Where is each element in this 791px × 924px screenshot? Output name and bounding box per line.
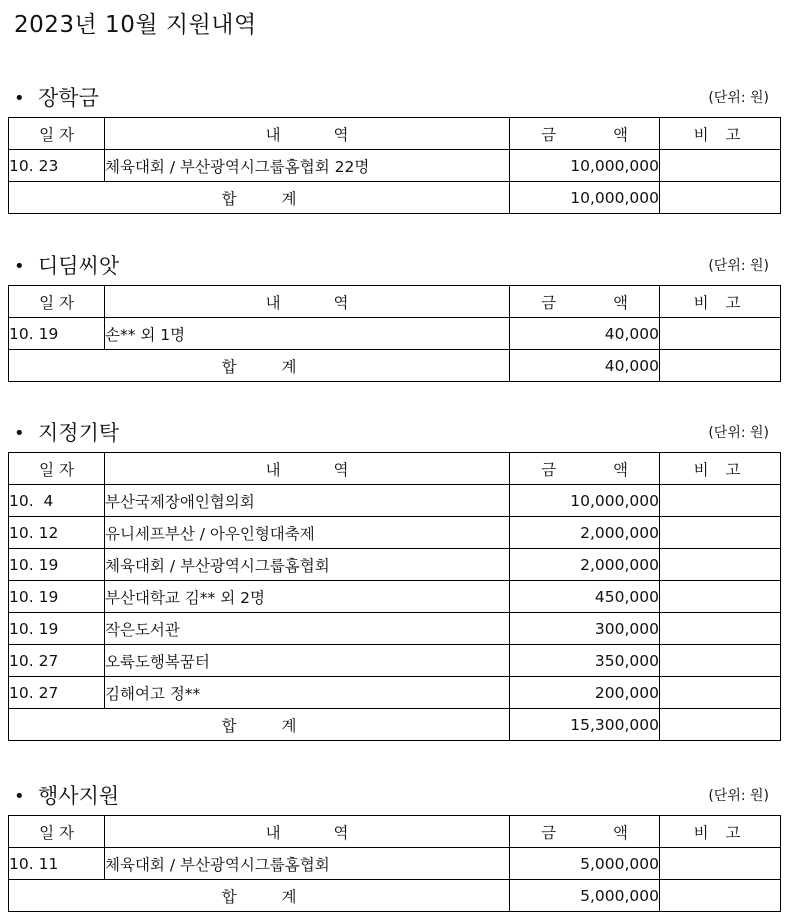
table-header-row [9, 286, 781, 318]
table-header-row [9, 118, 781, 150]
table-row [9, 677, 781, 709]
total-label: 합 계 [9, 182, 510, 214]
row-note [660, 517, 781, 549]
row-desc: 김해여고 정** [105, 677, 510, 709]
table-header-row [9, 816, 781, 848]
row-note [660, 150, 781, 182]
row-note [660, 581, 781, 613]
header-date: 일 자 [9, 286, 105, 318]
row-desc: 부산국제장애인협의회 [105, 485, 510, 517]
row-desc: 작은도서관 [105, 613, 510, 645]
row-amount: 200,000 [510, 677, 660, 709]
total-note [660, 350, 781, 382]
row-date: 10. 27 [9, 645, 105, 677]
total-note [660, 880, 781, 912]
section-event-support [0, 780, 791, 906]
row-date: 10. 19 [9, 318, 105, 350]
row-desc: 부산대학교 김** 외 2명 [105, 581, 510, 613]
row-amount: 2,000,000 [510, 549, 660, 581]
bullet-icon: • [14, 88, 25, 109]
section-title: 행사지원 [38, 784, 120, 808]
row-note [660, 613, 781, 645]
row-date: 10. 19 [9, 581, 105, 613]
support-table [8, 117, 781, 214]
row-desc: 오륙도행복꿈터 [105, 645, 510, 677]
header-amount: 금 액 [510, 286, 660, 318]
row-amount: 10,000,000 [510, 485, 660, 517]
header-desc: 내 역 [105, 286, 510, 318]
total-row [9, 350, 781, 382]
table-row [9, 581, 781, 613]
table-row [9, 613, 781, 645]
header-note: 비 고 [660, 286, 781, 318]
row-desc: 체육대회 / 부산광역시그룹홈협회 [105, 549, 510, 581]
support-table [8, 285, 781, 382]
row-amount: 2,000,000 [510, 517, 660, 549]
unit-label: (단위: 원) [708, 788, 769, 804]
table-row [9, 150, 781, 182]
total-amount: 40,000 [510, 350, 660, 382]
table-row [9, 848, 781, 880]
row-date: 10. 19 [9, 549, 105, 581]
bullet-icon: • [14, 423, 25, 444]
row-note [660, 318, 781, 350]
section-title: 장학금 [38, 86, 99, 110]
header-note: 비 고 [660, 118, 781, 150]
row-amount: 350,000 [510, 645, 660, 677]
row-note [660, 677, 781, 709]
total-label: 합 계 [9, 880, 510, 912]
row-desc: 유니세프부산 / 아우인형대축제 [105, 517, 510, 549]
section-designated-donation [0, 417, 791, 735]
total-amount: 5,000,000 [510, 880, 660, 912]
support-table [8, 815, 781, 912]
unit-label: (단위: 원) [708, 425, 769, 441]
table-row [9, 645, 781, 677]
table-row [9, 485, 781, 517]
section-didim-seed [0, 250, 791, 376]
total-note [660, 182, 781, 214]
total-note [660, 709, 781, 741]
bullet-icon: • [14, 256, 25, 277]
section-title: 지정기탁 [38, 421, 120, 445]
table-header-row [9, 453, 781, 485]
row-amount: 10,000,000 [510, 150, 660, 182]
section-header [0, 780, 791, 814]
header-amount: 금 액 [510, 453, 660, 485]
header-date: 일 자 [9, 118, 105, 150]
total-label: 합 계 [9, 709, 510, 741]
header-date: 일 자 [9, 816, 105, 848]
support-table [8, 452, 781, 741]
row-date: 10. 19 [9, 613, 105, 645]
row-date: 10. 12 [9, 517, 105, 549]
total-amount: 10,000,000 [510, 182, 660, 214]
row-note [660, 485, 781, 517]
row-note [660, 645, 781, 677]
total-amount: 15,300,000 [510, 709, 660, 741]
total-row [9, 709, 781, 741]
page-title: 2023년 10월 지원내역 [14, 12, 257, 38]
row-date: 10. 4 [9, 485, 105, 517]
header-desc: 내 역 [105, 118, 510, 150]
row-desc: 체육대회 / 부산광역시그룹홈협회 22명 [105, 150, 510, 182]
row-desc: 체육대회 / 부산광역시그룹홈협회 [105, 848, 510, 880]
row-desc: 손** 외 1명 [105, 318, 510, 350]
section-title: 디딤씨앗 [38, 254, 120, 278]
section-header [0, 417, 791, 451]
header-amount: 금 액 [510, 816, 660, 848]
row-note [660, 549, 781, 581]
bullet-icon: • [14, 786, 25, 807]
table-row [9, 318, 781, 350]
row-amount: 5,000,000 [510, 848, 660, 880]
row-note [660, 848, 781, 880]
header-note: 비 고 [660, 453, 781, 485]
header-amount: 금 액 [510, 118, 660, 150]
unit-label: (단위: 원) [708, 90, 769, 106]
row-amount: 300,000 [510, 613, 660, 645]
table-row [9, 549, 781, 581]
total-row [9, 880, 781, 912]
table-row [9, 517, 781, 549]
row-amount: 450,000 [510, 581, 660, 613]
row-date: 10. 23 [9, 150, 105, 182]
total-label: 합 계 [9, 350, 510, 382]
header-date: 일 자 [9, 453, 105, 485]
row-date: 10. 27 [9, 677, 105, 709]
unit-label: (단위: 원) [708, 258, 769, 274]
total-row [9, 182, 781, 214]
header-desc: 내 역 [105, 453, 510, 485]
header-note: 비 고 [660, 816, 781, 848]
section-header [0, 250, 791, 284]
row-amount: 40,000 [510, 318, 660, 350]
header-desc: 내 역 [105, 816, 510, 848]
section-scholarship [0, 82, 791, 208]
section-header [0, 82, 791, 116]
row-date: 10. 11 [9, 848, 105, 880]
